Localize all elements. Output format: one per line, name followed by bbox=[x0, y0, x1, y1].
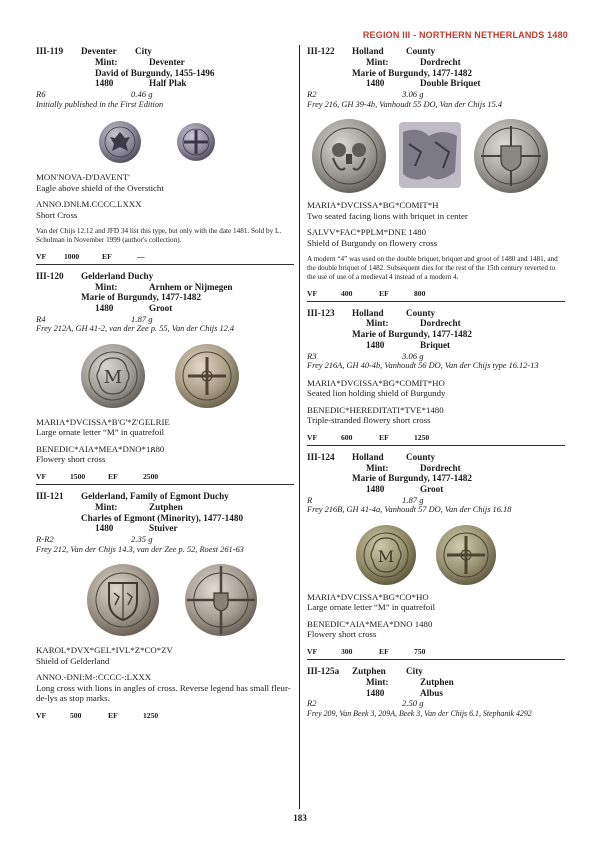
reverse-coin-image bbox=[184, 563, 258, 637]
denomination: Albus bbox=[420, 687, 443, 698]
references: Frey 216A, GH 40-4b, Vanhoudt 56 DO, Van der Chijs type 16.12-13 bbox=[307, 361, 539, 371]
reverse-legend: BENEDIC*AIA*MEA*DNO 1480 bbox=[307, 618, 433, 629]
coin-images bbox=[307, 522, 565, 586]
obverse-description: Large ornate letter “M” in quatrefoil bbox=[307, 602, 436, 613]
coin-images bbox=[36, 561, 294, 639]
issuer: Gelderland Duchy bbox=[81, 270, 154, 281]
svg-text:M: M bbox=[103, 366, 123, 388]
coin-images bbox=[36, 116, 294, 166]
grade-value: — bbox=[137, 251, 145, 261]
denomination: Double Briquet bbox=[420, 78, 481, 89]
issuer: Holland bbox=[352, 307, 384, 318]
rarity: R6 bbox=[36, 89, 46, 100]
grade-value: 2500 bbox=[143, 471, 159, 481]
reverse-legend: BENEDIC*AIA*MEA*DNO*1ጸ80 bbox=[36, 443, 165, 454]
obverse-description: Large ornate letter “M” in quatrefoil bbox=[36, 427, 165, 438]
mint-label: Mint: bbox=[366, 676, 389, 687]
rarity: R2 bbox=[307, 698, 317, 709]
ruler: Marie of Burgundy, 1477-1482 bbox=[352, 473, 472, 484]
grade-label: VF bbox=[307, 646, 318, 656]
reverse-description: Shield of Burgundy on flowery cross bbox=[307, 237, 438, 248]
year: 1480 bbox=[95, 78, 114, 89]
grade-label: VF bbox=[36, 710, 47, 720]
grade-value: 800 bbox=[414, 288, 426, 298]
obverse-description: Seated lion holding shield of Burgundy bbox=[307, 388, 446, 399]
weight: 0.46 g bbox=[131, 89, 153, 100]
page-number: 183 bbox=[293, 813, 307, 823]
entry-header bbox=[307, 452, 565, 495]
issuer-type: County bbox=[406, 307, 436, 318]
grade-value: 500 bbox=[70, 710, 82, 720]
grade-label: EF bbox=[379, 288, 389, 298]
reverse-description: Triple-stranded flowery short cross bbox=[307, 415, 431, 426]
rarity: R3 bbox=[307, 350, 317, 361]
ruler: Marie of Burgundy, 1477-1482 bbox=[352, 67, 472, 78]
grade-label: EF bbox=[379, 646, 389, 656]
catalog-entry-III-120 bbox=[36, 271, 294, 485]
obverse-legend: MARIA*DVCISSA*BG*CO*HO bbox=[307, 591, 429, 602]
catalog-entry-III-125a bbox=[307, 666, 565, 719]
rarity: R2 bbox=[307, 89, 317, 100]
reverse-coin-image bbox=[176, 122, 216, 162]
entry-header bbox=[36, 491, 294, 534]
weight: 3.06 g bbox=[402, 350, 424, 361]
reverse-legend: ANNO.DNI.M.CCCC.LXXX bbox=[36, 199, 142, 210]
issuer: Holland bbox=[352, 451, 384, 462]
obverse-description: Eagle above shield of the Oversticht bbox=[36, 182, 164, 193]
mint-label: Mint: bbox=[366, 318, 389, 329]
catalog-number: III-120 bbox=[36, 270, 64, 281]
grade-label: EF bbox=[108, 471, 118, 481]
mint-name: Dordrecht bbox=[420, 462, 461, 473]
valuation-row bbox=[36, 711, 294, 723]
grade-value: 1000 bbox=[64, 251, 80, 261]
issuer: Gelderland, Family of Egmont Duchy bbox=[81, 490, 229, 501]
references: Frey 216, GH 39-4b, Vanhoudt 55 DO, Van der Chijs 15.4 bbox=[307, 99, 503, 109]
issuer: Zutphen bbox=[352, 665, 386, 676]
weight: 3.06 g bbox=[402, 89, 424, 100]
svg-text:M: M bbox=[377, 546, 395, 566]
obverse-legend: MON'NOVA-D'DAVENT' bbox=[36, 172, 130, 183]
grade-value: 1500 bbox=[70, 471, 86, 481]
valuation-row bbox=[36, 252, 294, 265]
obverse-detail-image bbox=[399, 122, 461, 188]
year: 1480 bbox=[366, 78, 385, 89]
catalog-entry-III-119 bbox=[36, 46, 294, 265]
issuer: Holland bbox=[352, 46, 384, 56]
grade-value: 300 bbox=[341, 646, 353, 656]
rarity: R bbox=[307, 494, 313, 505]
reverse-description: Flowery short cross bbox=[307, 629, 377, 640]
reverse-description: Flowery short cross bbox=[36, 454, 106, 465]
references: Initially published in the First Edition bbox=[36, 99, 164, 109]
entry-header bbox=[307, 46, 565, 89]
column-divider bbox=[299, 45, 300, 809]
entry-header bbox=[307, 666, 565, 698]
grade-label: VF bbox=[307, 432, 318, 442]
year: 1480 bbox=[366, 339, 385, 350]
entry-note: Van der Chijs 12.12 and JFD 34 list this type, but only with the date 1481. Sold by L. Schulman in November 1999 (author's collection). bbox=[36, 227, 282, 244]
valuation-row bbox=[36, 472, 294, 485]
reverse-coin-image bbox=[435, 524, 497, 586]
denomination: Groot bbox=[420, 484, 444, 495]
rarity: R-R2 bbox=[36, 534, 54, 545]
entry-header bbox=[36, 271, 294, 314]
catalog-entry-III-122 bbox=[307, 46, 565, 302]
mint-name: Dordrecht bbox=[420, 56, 461, 67]
obverse-legend: KAROL*DVX*GEL*IVL*Z*CO*ZV bbox=[36, 645, 173, 656]
mint-label: Mint: bbox=[95, 281, 118, 292]
issuer-type: City bbox=[135, 46, 152, 56]
references: Frey 212, Van der Chijs 14.3, van der Zee p. 52, Roest 261-63 bbox=[36, 544, 244, 554]
reverse-coin-image bbox=[174, 343, 240, 409]
mint-label: Mint: bbox=[95, 501, 118, 512]
valuation-row bbox=[307, 433, 565, 446]
coin-images bbox=[36, 341, 294, 411]
denomination: Briquet bbox=[420, 339, 451, 350]
obverse-coin-image bbox=[86, 563, 160, 637]
denomination: Groot bbox=[149, 303, 173, 314]
mint-name: Zutphen bbox=[420, 676, 454, 687]
mint-name: Dordrecht bbox=[420, 318, 461, 329]
obverse-legend: MARIA*DVCISSA*BG*COMIT*H bbox=[307, 200, 439, 211]
ruler: Charles of Egmont (Minority), 1477-1480 bbox=[81, 512, 244, 523]
obverse-legend: MARIA*DVCISSA*BG*COMIT*HO bbox=[307, 377, 445, 388]
reverse-legend: ANNO.-DNI:M-:CCCC-:LXXX bbox=[36, 672, 152, 683]
catalog-number: III-125a bbox=[307, 665, 340, 676]
grade-value: 600 bbox=[341, 432, 353, 442]
grade-label: VF bbox=[36, 471, 47, 481]
mint-name: Zutphen bbox=[149, 501, 183, 512]
catalog-number: III-119 bbox=[36, 46, 64, 56]
obverse-description: Shield of Gelderland bbox=[36, 655, 110, 666]
year: 1480 bbox=[366, 687, 385, 698]
obverse-coin-image bbox=[80, 343, 146, 409]
mint-name: Deventer bbox=[149, 56, 185, 67]
issuer-type: County bbox=[406, 451, 436, 462]
issuer-type: County bbox=[406, 46, 436, 56]
reverse-legend: SALVV*FAC*PPLM*DNE 1480 bbox=[307, 227, 427, 238]
rarity: R4 bbox=[36, 313, 46, 324]
catalog-number: III-122 bbox=[307, 46, 335, 56]
mint-label: Mint: bbox=[366, 462, 389, 473]
grade-value: 1250 bbox=[414, 432, 430, 442]
grade-value: 750 bbox=[414, 646, 426, 656]
grade-label: EF bbox=[108, 710, 118, 720]
catalog-number: III-121 bbox=[36, 490, 64, 501]
grade-label: VF bbox=[307, 288, 318, 298]
weight: 2.35 g bbox=[131, 534, 153, 545]
reverse-description: Long cross with lions in angles of cross. Reverse legend has small fleur-de-lys as stop marks. bbox=[36, 682, 291, 704]
references: Frey 212A, GH 41-2, van der Zee p. 55, Van der Chijs 12.4 bbox=[36, 324, 235, 334]
valuation-row bbox=[307, 289, 565, 302]
obverse-coin-image bbox=[311, 118, 387, 194]
catalog-entry-III-121 bbox=[36, 491, 294, 723]
mint-name: Arnhem or Nijmegen bbox=[149, 281, 233, 292]
catalog-number: III-123 bbox=[307, 307, 335, 318]
ruler: Marie of Burgundy, 1477-1482 bbox=[352, 329, 472, 340]
grade-label: VF bbox=[36, 251, 47, 261]
weight: 2.50 g bbox=[402, 698, 424, 709]
weight: 1.87 g bbox=[402, 494, 424, 505]
entry-header bbox=[307, 308, 565, 351]
obverse-coin-image bbox=[98, 120, 142, 164]
references: Frey 209, Van Beek 3, 209A, Beek 3, Van der Chijs 6.1, Stephanik 4292 bbox=[307, 708, 532, 718]
running-header: REGION III - NORTHERN NETHERLANDS 1480 bbox=[362, 30, 568, 40]
ruler: David of Burgundy, 1455-1496 bbox=[95, 67, 215, 78]
grade-value: 1250 bbox=[143, 710, 159, 720]
denomination: Half Plak bbox=[149, 78, 187, 89]
denomination: Stuiver bbox=[149, 523, 178, 534]
reverse-legend: BENEDIC*HEREDITATI*TVE*1480 bbox=[307, 404, 444, 415]
left-column bbox=[36, 46, 294, 723]
grade-value: 400 bbox=[341, 288, 353, 298]
issuer-type: City bbox=[406, 665, 423, 676]
obverse-coin-image bbox=[355, 524, 417, 586]
reverse-description: Short Cross bbox=[36, 209, 78, 220]
obverse-legend: MARIA*DVCISSA*B'G'*Z'GELRIE bbox=[36, 416, 170, 427]
year: 1480 bbox=[95, 303, 114, 314]
entry-note: A modern “4” was used on the double briquet, briquet and groot of 1480 and 1481, and the double briquet of 1482. Subsequent dies for the rest of the 15th century reverted to the use of use of a medieval 4 instead of a modern 4. bbox=[307, 255, 558, 281]
mint-label: Mint: bbox=[366, 56, 389, 67]
grade-label: EF bbox=[102, 251, 112, 261]
weight: 1.87 g bbox=[131, 313, 153, 324]
catalog-entry-III-124 bbox=[307, 452, 565, 660]
obverse-description: Two seated facing lions with briquet in center bbox=[307, 210, 468, 221]
entry-header bbox=[36, 46, 294, 89]
year: 1480 bbox=[95, 523, 114, 534]
coin-images bbox=[307, 116, 565, 194]
year: 1480 bbox=[366, 484, 385, 495]
grade-label: EF bbox=[379, 432, 389, 442]
catalog-entry-III-123 bbox=[307, 308, 565, 446]
right-column bbox=[307, 46, 565, 719]
ruler: Marie of Burgundy, 1477-1482 bbox=[81, 292, 201, 303]
reverse-coin-image bbox=[473, 118, 549, 194]
catalog-number: III-124 bbox=[307, 451, 335, 462]
references: Frey 216B, GH 41-4a, Vanhoudt 57 DO, Van der Chijs 16.18 bbox=[307, 505, 512, 515]
mint-label: Mint: bbox=[95, 56, 118, 67]
valuation-row bbox=[307, 647, 565, 660]
issuer: Deventer bbox=[81, 46, 117, 56]
